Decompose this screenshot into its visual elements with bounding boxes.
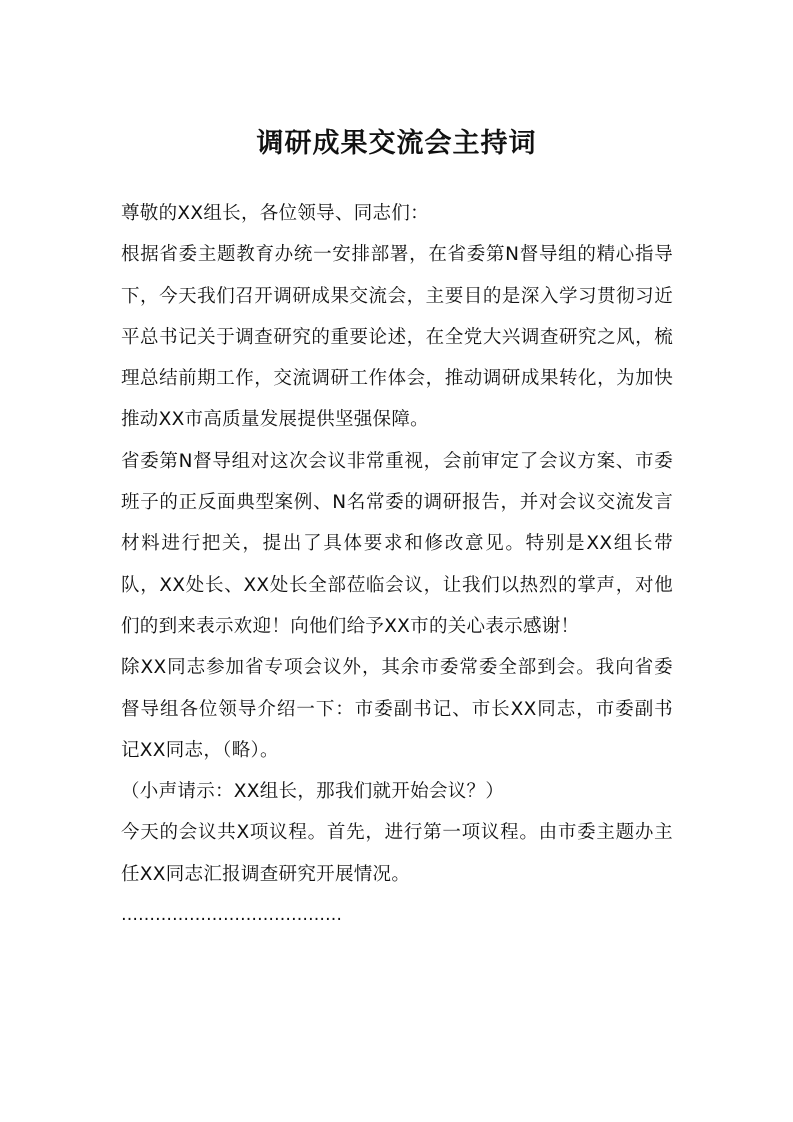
document-title: 调研成果交流会主持词 bbox=[256, 128, 537, 159]
guidance-paragraph: 省委第N督导组对这次会议非常重视，会前审定了会议方案、市委班子的正反面典型案例、N名常委的调研报告，并对会议交流发言材料进行把关，提出了具体要求和修改意见。特别是XX组长带队，XX处长、XX处长全部莅临会议，让我们以热烈的掌声，对他们的到来表示欢迎！向他们给予XX市的关心表示感谢！ bbox=[121, 450, 673, 637]
salutation-paragraph: 尊敬的XX组长，各位领导、同志们： bbox=[121, 203, 429, 224]
opening-paragraph: 根据省委主题教育办统一安排部署，在省委第N督导组的精心指导下，今天我们召开调研成果交流会，主要目的是深入学习贯彻习近平总书记关于调查研究的重要论述，在全党大兴调查研究之风，梳理总结前期工作，交流调研工作体会，推动调研成果转化，为加快推动XX市高质量发展提供坚强保障。 bbox=[121, 244, 673, 431]
ellipsis-line: ………………………………… bbox=[121, 905, 342, 926]
document-body bbox=[121, 193, 673, 936]
aside-paragraph: （小声请示：XX组长，那我们就开始会议？） bbox=[121, 781, 505, 803]
attendance-paragraph: 除XX同志参加省专项会议外，其余市委常委全部到会。我向省委督导组各位领导介绍一下：市委副书记、市长XX同志，市委副书记XX同志，（略）。 bbox=[121, 657, 673, 761]
agenda-paragraph: 今天的会议共X项议程。首先，进行第一项议程。由市委主题办主任XX同志汇报调查研究开展情况。 bbox=[121, 822, 673, 885]
